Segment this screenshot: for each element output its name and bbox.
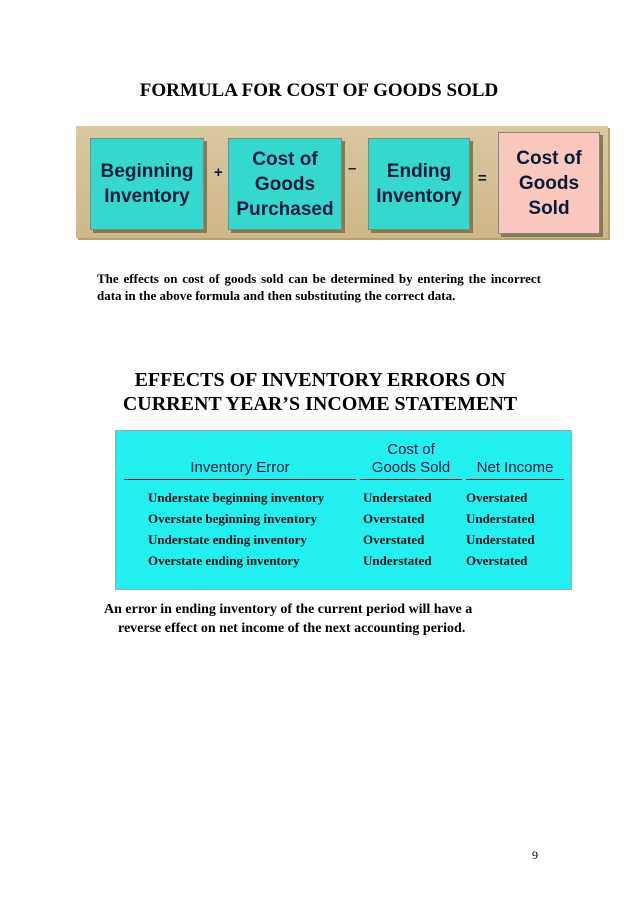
cogs-cell: Overstated xyxy=(363,532,425,547)
plus-operator: + xyxy=(214,164,223,181)
table-row xyxy=(116,532,571,553)
table-row xyxy=(116,553,571,574)
cost-of-goods-purchased-label: Cost of Goods Purchased xyxy=(236,148,334,220)
net-income-cell: Overstated xyxy=(466,553,528,568)
equals-operator: = xyxy=(478,170,487,187)
formula-heading: FORMULA FOR COST OF GOODS SOLD xyxy=(139,80,499,101)
error-cell: Overstate ending inventory xyxy=(148,553,300,568)
table-row xyxy=(116,490,571,511)
cost-of-goods-sold-label: Cost of Goods Sold xyxy=(516,147,582,219)
minus-operator: – xyxy=(348,160,357,177)
net-income-cell: Understated xyxy=(466,511,535,526)
effects-heading xyxy=(60,368,580,416)
ending-inventory-box xyxy=(368,138,470,230)
cogs-header-line1: Cost of xyxy=(387,441,435,458)
error-cell: Understate beginning inventory xyxy=(148,490,325,505)
inventory-error-header: Inventory Error xyxy=(124,459,356,480)
page-number: 9 xyxy=(532,848,538,862)
effects-heading-line1: EFFECTS OF INVENTORY ERRORS ON xyxy=(134,369,506,391)
net-income-cell: Overstated xyxy=(466,490,528,505)
effects-heading-line2: CURRENT YEAR’S INCOME STATEMENT xyxy=(122,393,518,415)
error-cell: Understate ending inventory xyxy=(148,532,307,547)
beginning-inventory-label: Beginning Inventory xyxy=(100,161,194,207)
cost-of-goods-sold-box xyxy=(498,132,600,234)
effects-table xyxy=(115,430,572,590)
note-line1: An error in ending inventory of the current period will have a xyxy=(104,602,473,617)
cost-of-goods-purchased-box xyxy=(228,138,342,230)
cogs-cell: Understated xyxy=(363,490,432,505)
formula-band xyxy=(76,126,608,238)
ending-inventory-label: Ending Inventory xyxy=(376,161,462,207)
beginning-inventory-box xyxy=(90,138,204,230)
net-income-header: Net Income xyxy=(466,459,564,480)
cogs-cell: Understated xyxy=(363,553,432,568)
error-cell: Overstate beginning inventory xyxy=(148,511,317,526)
cogs-header-line2: Goods Sold xyxy=(371,459,451,476)
note-line2: reverse effect on net income of the next accounting period. xyxy=(118,621,466,636)
explanation-paragraph: The effects on cost of goods sold can be determined by entering the incorrect data in the above formula and then substituting the correct data. xyxy=(97,271,541,303)
net-income-cell: Understated xyxy=(466,532,535,547)
cost-of-goods-sold-header xyxy=(360,441,462,480)
cogs-cell: Overstated xyxy=(363,511,425,526)
table-row xyxy=(116,511,571,532)
reverse-effect-note xyxy=(104,600,544,638)
